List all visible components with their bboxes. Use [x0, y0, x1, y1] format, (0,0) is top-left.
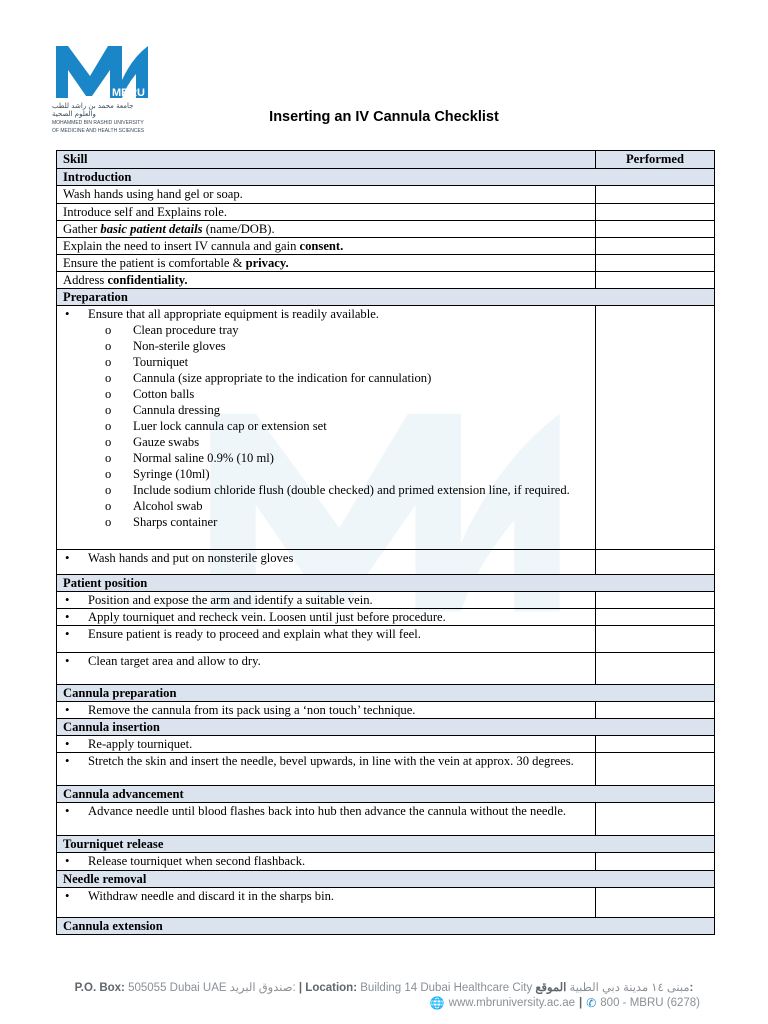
section-title: Needle removal: [57, 871, 715, 888]
section-title: Cannula insertion: [57, 719, 715, 736]
pobox-label: P.O. Box:: [74, 982, 125, 994]
sub-bullet: o: [105, 387, 112, 401]
section-tourniquet-release: [57, 836, 715, 853]
checklist-table: [56, 150, 715, 935]
text: Syringe (10ml): [133, 467, 210, 481]
skill-cell: [57, 853, 596, 871]
skill-cell: [57, 653, 596, 685]
sub-bullet: o: [105, 467, 112, 481]
phone-icon: ✆: [586, 996, 597, 1010]
sub-bullet: o: [105, 323, 112, 337]
performed-cell[interactable]: [596, 204, 715, 221]
bullet: •: [65, 627, 70, 641]
section-title: Cannula extension: [57, 918, 715, 935]
bullet: •: [65, 889, 70, 903]
bullet: •: [65, 551, 70, 565]
text: Explain the need to insert IV cannula and gain: [63, 239, 300, 253]
table-header-row: [57, 151, 715, 169]
list-item: [63, 306, 589, 322]
sub-bullet: o: [105, 339, 112, 353]
skill-cell: Wash hands using hand gel or soap.: [57, 186, 596, 204]
bullet: •: [65, 593, 70, 607]
sub-bullet: o: [105, 355, 112, 369]
document-title: Inserting an IV Cannula Checklist: [269, 109, 499, 125]
list-item: [63, 803, 589, 819]
performed-cell[interactable]: [596, 888, 715, 918]
table-row: [57, 626, 715, 653]
table-row: [57, 306, 715, 550]
emphasis-text: privacy.: [245, 256, 289, 270]
section-introduction: [57, 169, 715, 186]
website-link[interactable]: www.mbruniversity.ac.ae: [448, 997, 575, 1009]
emphasis-text: basic patient details: [100, 222, 203, 236]
performed-cell[interactable]: [596, 803, 715, 836]
skill-cell: [57, 550, 596, 575]
bullet: •: [65, 654, 70, 668]
text: Luer lock cannula cap or extension set: [133, 419, 327, 433]
list-item: [63, 736, 589, 752]
sub-bullet: o: [105, 483, 112, 497]
emphasis-text: confidentiality.: [107, 273, 188, 287]
skill-cell: [57, 702, 596, 719]
performed-cell[interactable]: [596, 753, 715, 786]
table-row: [57, 803, 715, 836]
text: (name/DOB).: [202, 222, 275, 236]
text: Clean procedure tray: [133, 323, 239, 337]
logo-english-line2: OF MEDICINE AND HEALTH SCIENCES: [52, 128, 145, 134]
section-preparation: [57, 289, 715, 306]
bullet: •: [65, 854, 70, 868]
location-arabic-label: الموقع:: [535, 982, 694, 994]
logo-wordmark: MBRU: [112, 87, 145, 99]
text: Advance needle until blood flashes back into hub then advance the cannula without the needle.: [88, 804, 567, 818]
sub-bullet: o: [105, 515, 112, 529]
sub-bullet: o: [105, 403, 112, 417]
text: Ensure patient is ready to proceed and explain what they will feel.: [88, 627, 421, 641]
performed-cell[interactable]: [596, 592, 715, 609]
list-item: [63, 853, 589, 869]
list-item: [63, 322, 589, 338]
skill-cell: [57, 272, 596, 289]
text: Non-sterile gloves: [133, 339, 226, 353]
section-title: Cannula preparation: [57, 685, 715, 702]
skill-cell: [57, 306, 596, 550]
table-row: [57, 702, 715, 719]
section-title: Patient position: [57, 575, 715, 592]
text: Include sodium chloride flush (double checked) and primed extension line, if required.: [133, 483, 570, 497]
list-item: [63, 550, 589, 566]
list-item: [63, 498, 589, 514]
skill-cell: [57, 803, 596, 836]
list-item: [63, 434, 589, 450]
skill-cell: [57, 609, 596, 626]
list-item: [63, 370, 589, 386]
bullet: •: [65, 703, 70, 717]
text: Address: [63, 273, 108, 287]
table-row: [57, 186, 715, 204]
sub-bullet: o: [105, 499, 112, 513]
section-title: Tourniquet release: [57, 836, 715, 853]
skill-cell: [57, 592, 596, 609]
list-item: [63, 514, 589, 530]
list-item: [63, 354, 589, 370]
performed-cell[interactable]: [596, 653, 715, 685]
table-row: [57, 609, 715, 626]
location-arabic: مبنى ١٤ مدينة دبي الطبية: [569, 982, 690, 994]
globe-icon: 🌐: [429, 996, 445, 1010]
location-value: Building 14 Dubai Healthcare City: [360, 982, 533, 994]
list-item: [63, 653, 589, 669]
performed-cell[interactable]: [596, 221, 715, 238]
table-row: [57, 736, 715, 753]
bullet: •: [65, 804, 70, 818]
list-item: [63, 753, 589, 769]
skill-cell: [57, 736, 596, 753]
text: Gather: [63, 222, 101, 236]
performed-cell[interactable]: [596, 853, 715, 871]
list-item: [63, 450, 589, 466]
text: Position and expose the arm and identify a suitable vein.: [88, 593, 373, 607]
text: Re-apply tourniquet.: [88, 737, 193, 751]
mbru-logo: [52, 40, 156, 150]
performed-column-header: Performed: [596, 151, 715, 169]
text: Normal saline 0.9% (10 ml): [133, 451, 274, 465]
list-item: [63, 626, 589, 642]
section-patient-position: [57, 575, 715, 592]
mbru-logo-mark: [52, 40, 152, 102]
skill-cell: Introduce self and Explains role.: [57, 204, 596, 221]
section-cannula-insertion: [57, 719, 715, 736]
list-item: [63, 702, 589, 718]
section-cannula-advancement: [57, 786, 715, 803]
logo-english-line1: MOHAMMED BIN RASHID UNIVERSITY: [52, 120, 144, 126]
table-row: [57, 888, 715, 918]
separator: |: [579, 997, 583, 1009]
list-item: [63, 386, 589, 402]
bullet: •: [65, 754, 70, 768]
text: Cannula (size appropriate to the indication for cannulation): [133, 371, 432, 385]
bullet: •: [65, 610, 70, 624]
performed-cell[interactable]: [596, 255, 715, 272]
text: Sharps container: [133, 515, 218, 529]
performed-cell[interactable]: [596, 550, 715, 575]
pobox-value: 505055 Dubai UAE: [128, 982, 227, 994]
text: Remove the cannula from its pack using a ‘non touch’ technique.: [88, 703, 416, 717]
performed-cell[interactable]: [596, 272, 715, 289]
text: Cannula dressing: [133, 403, 221, 417]
performed-cell[interactable]: [596, 609, 715, 626]
list-item: [63, 418, 589, 434]
performed-cell[interactable]: [596, 702, 715, 719]
skill-column-header: Skill: [57, 151, 596, 169]
performed-cell[interactable]: [596, 626, 715, 653]
table-row: [57, 753, 715, 786]
location-label: Location:: [305, 982, 358, 994]
sub-bullet: o: [105, 371, 112, 385]
footer-contact: [430, 996, 700, 1010]
section-cannula-extension: [57, 918, 715, 935]
skill-cell: [57, 753, 596, 786]
section-cannula-preparation: [57, 685, 715, 702]
text: Withdraw needle and discard it in the sharps bin.: [88, 889, 335, 903]
skill-cell: [57, 626, 596, 653]
section-title: Cannula advancement: [57, 786, 715, 803]
separator: |: [298, 982, 303, 994]
skill-cell: [57, 221, 596, 238]
skill-cell: [57, 238, 596, 255]
text: Gauze swabs: [133, 435, 200, 449]
performed-cell[interactable]: [596, 186, 715, 204]
list-item: [63, 338, 589, 354]
section-needle-removal: [57, 871, 715, 888]
table-row: [57, 255, 715, 272]
performed-cell[interactable]: [596, 306, 715, 550]
phone-number: 800 - MBRU (6278): [600, 997, 700, 1009]
table-row: [57, 853, 715, 871]
table-row: [57, 550, 715, 575]
sub-bullet: o: [105, 451, 112, 465]
logo-arabic-name: جامعة محمد بن راشد للطب والعلوم الصحية: [52, 102, 134, 118]
text: Tourniquet: [133, 355, 189, 369]
text: Cotton balls: [133, 387, 195, 401]
text: Release tourniquet when second flashback.: [88, 854, 306, 868]
emphasis-text: consent.: [299, 239, 344, 253]
table-row: [57, 272, 715, 289]
text: Stretch the skin and insert the needle, bevel upwards, in line with the vein at approx. 30 degrees.: [88, 754, 574, 768]
text: Wash hands and put on nonsterile gloves: [88, 551, 294, 565]
performed-cell[interactable]: [596, 736, 715, 753]
skill-cell: [57, 888, 596, 918]
performed-cell[interactable]: [596, 238, 715, 255]
section-title: Preparation: [57, 289, 715, 306]
text: Ensure that all appropriate equipment is readily available.: [88, 307, 379, 321]
footer-address: [0, 980, 768, 994]
bullet: •: [65, 737, 70, 751]
text: Clean target area and allow to dry.: [88, 654, 261, 668]
sub-bullet: o: [105, 419, 112, 433]
section-title: Introduction: [57, 169, 715, 186]
list-item: [63, 402, 589, 418]
table-row: [57, 204, 715, 221]
text: Apply tourniquet and recheck vein. Loosen until just before procedure.: [88, 610, 446, 624]
table-row: [57, 238, 715, 255]
list-item: [63, 888, 589, 904]
text: Alcohol swab: [133, 499, 203, 513]
pobox-arabic: صندوق البريد:: [229, 982, 296, 994]
list-item: [63, 482, 589, 498]
text: Ensure the patient is comfortable &: [63, 256, 246, 270]
bullet: •: [65, 307, 70, 321]
sub-bullet: o: [105, 435, 112, 449]
table-row: [57, 221, 715, 238]
table-row: [57, 653, 715, 685]
list-item: [63, 466, 589, 482]
skill-cell: [57, 255, 596, 272]
list-item: [63, 609, 589, 625]
table-row: [57, 592, 715, 609]
list-item: [63, 592, 589, 608]
